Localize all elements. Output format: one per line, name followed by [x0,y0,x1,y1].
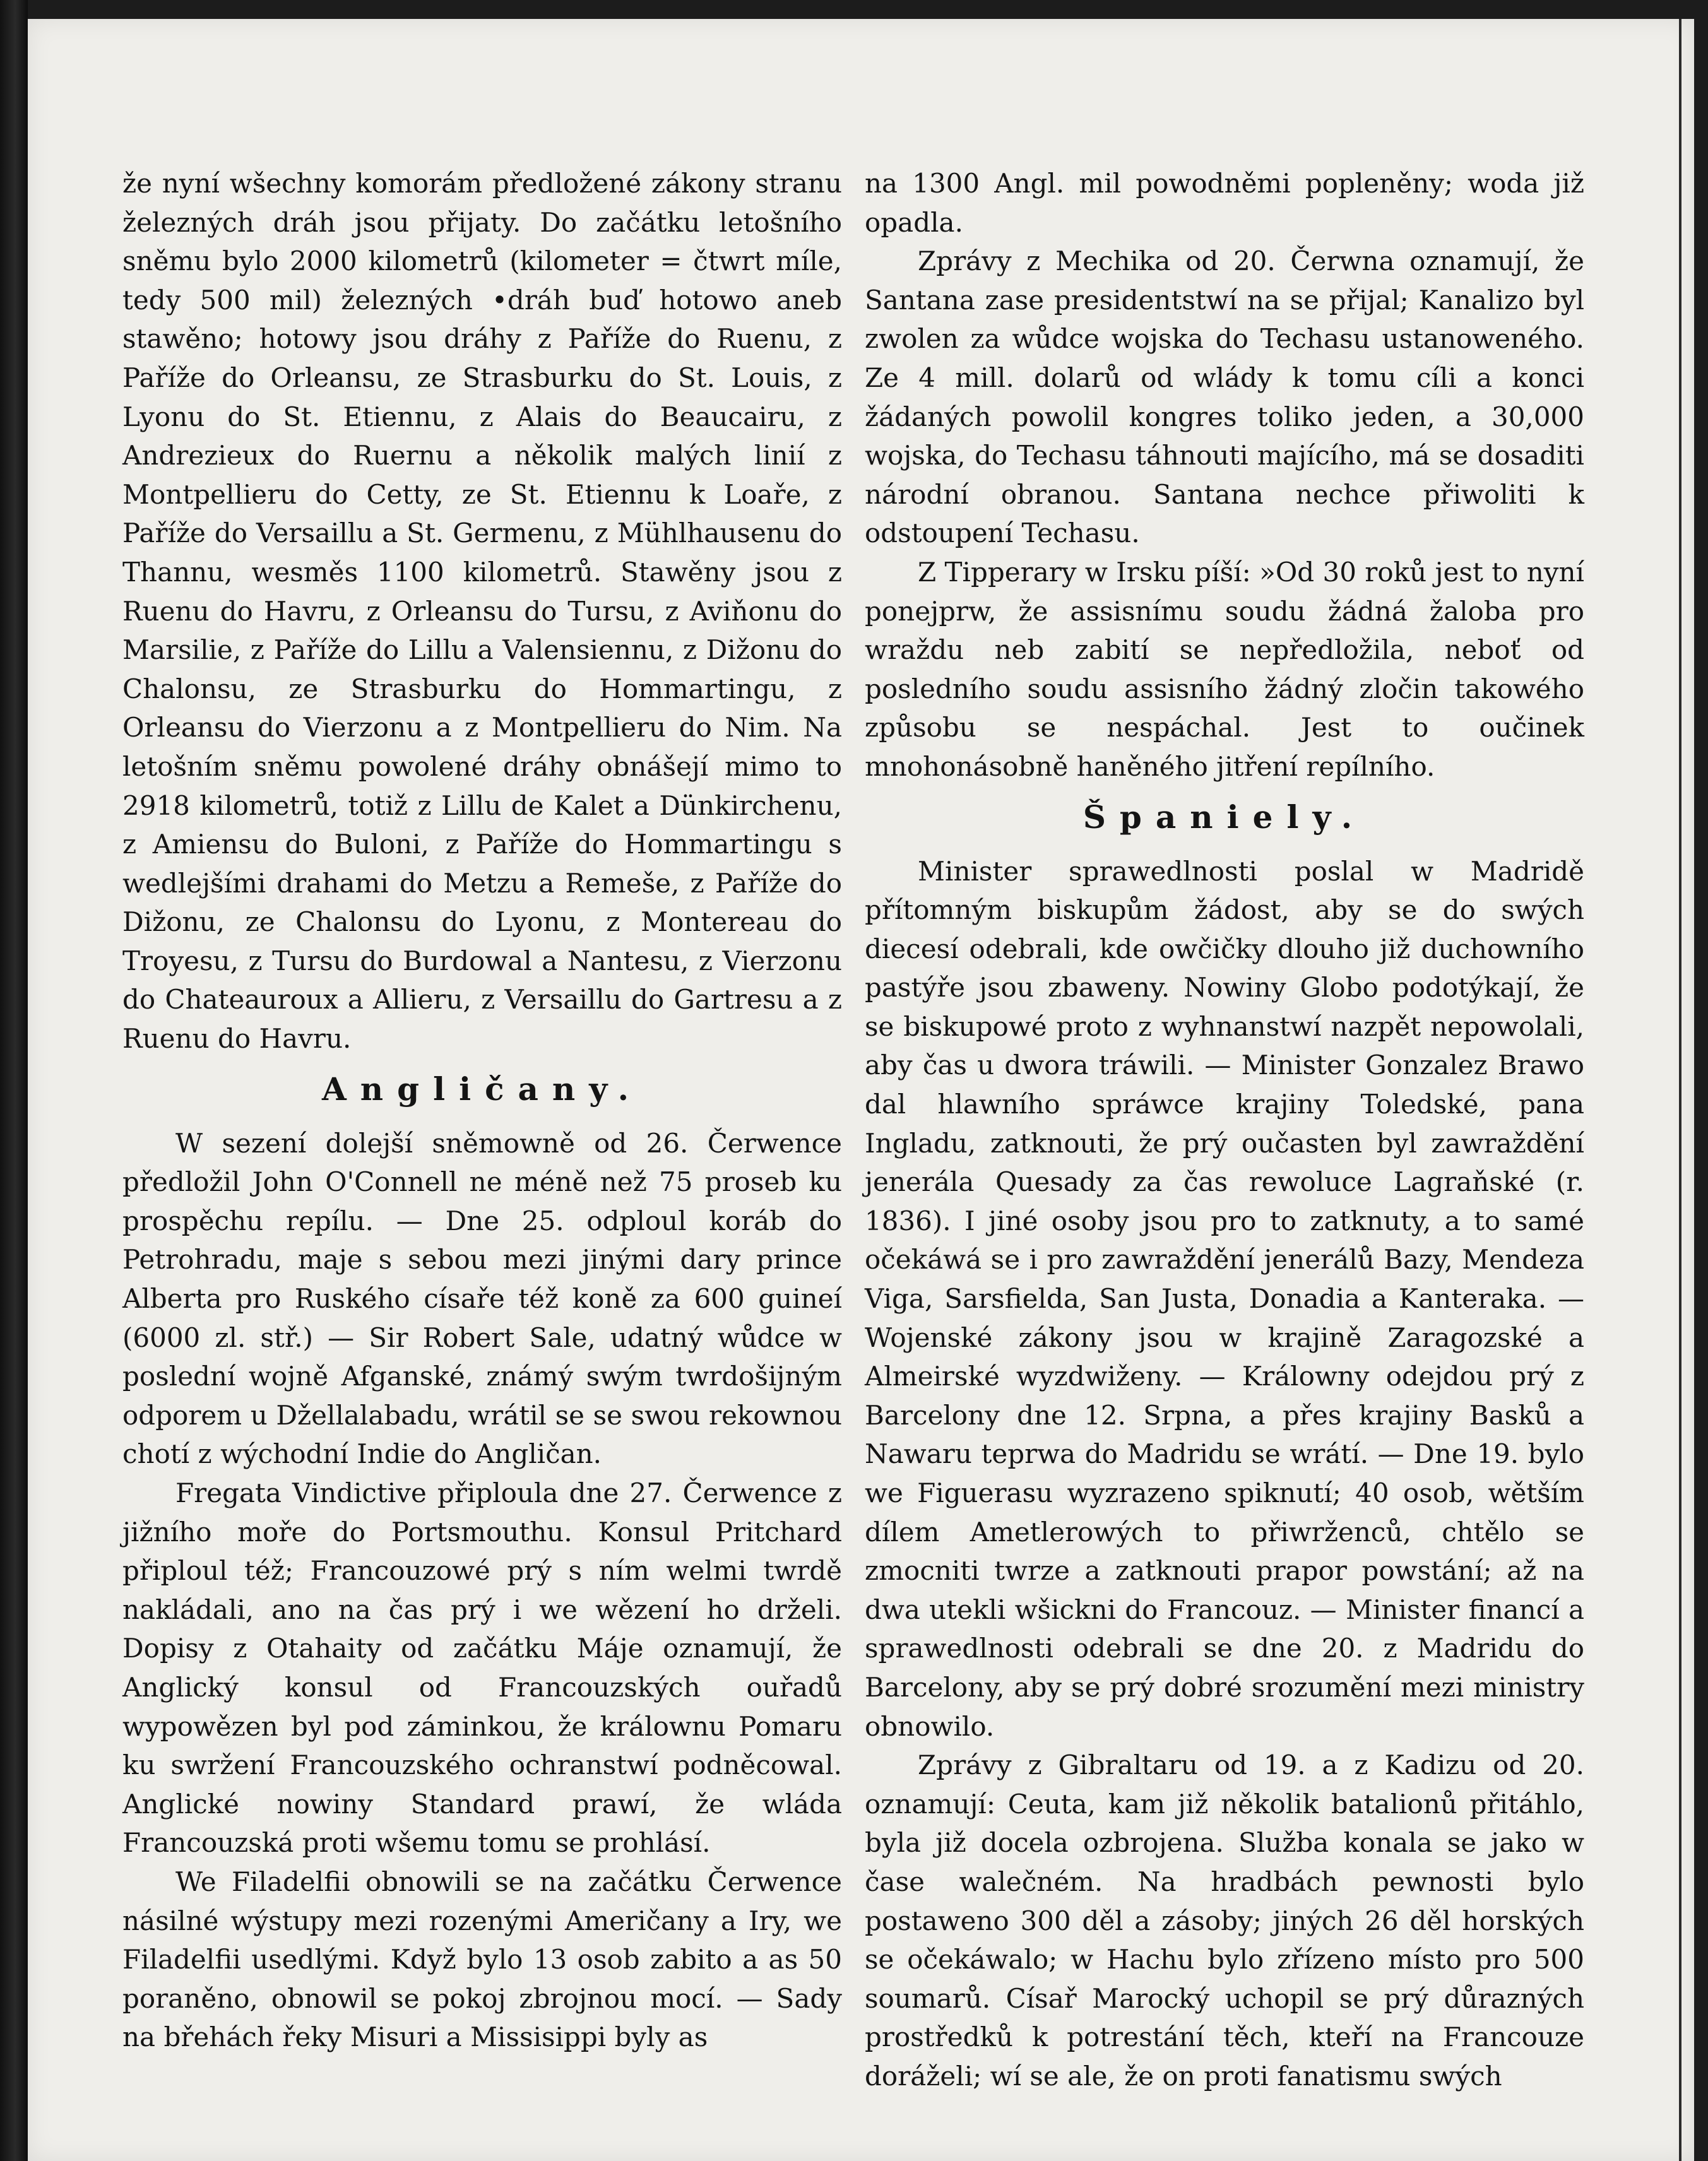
right-paragraph-1: na 1300 Angl. mil powodněmi popleněny; woda již opadla. [865,168,1584,238]
section-heading-anglicany: Angličany. [321,1070,643,1108]
right-paragraph-3: Z Tipperary w Irsku píší: »Od 30 roků jest to nyní ponejprw, že assisnímu soudu žádná žaloba pro wraždu neb zabití se nepředložila, neboť od posledního soudu assisního žádný zločin takowého způsobu se nespáchal. Jest to oučinek mnohonásobně haněného jitření repílního. [865,556,1584,782]
right-column [865,164,1584,2096]
left-paragraph-4: We Filadelfii obnowili se na začátku Čerwence násilné wýstupy mezi rozenými Američany a Iry, we Filadelfii usedlými. Když bylo 13 osob zabito a as 50 poraněno, obnowil se pokoj zbrojnou mocí. — Sady na břehách řeky Misuri a Missisippi byly as [122,1866,842,2053]
left-paragraph-3: Fregata Vindictive připloula dne 27. Čerwence z jižního moře do Portsmouthu. Konsul Pritchard připloul též; Francouzowé prý s ním welmi twrdě nakládali, ano na čas prý i we wězení ho drželi. Dopisy z Otahaity od začátku Máje oznamují, že Anglický konsul od Francouzských ouřadů wypowězen byl pod záminkou, že králownu Pomaru ku swržení Francouzského ochranstwí podněcowal. Anglické nowiny Standard prawí, že wláda Francouzská proti wšemu tomu se prohlásí. [122,1477,842,1859]
section-heading-spaniely: Španiely. [1082,798,1367,836]
left-paragraph-2: W sezení dolejší sněmowně od 26. Čerwence předložil John O'Connell ne méně než 75 proseb ku prospěchu repílu. — Dne 25. odploul koráb do Petrohradu, maje s sebou mezi jinými dary prince Alberta pro Ruského císaře též koně za 600 guineí (6000 zl. stř.) — Sir Robert Sale, udatný wůdce w poslední wojně Afganské, známý swým twrdošijným odporem u Džellalabadu, wrátil se se swou rekownou chotí z wýchodní Indie do Angličan. [122,1127,842,1470]
right-paragraph-5: Zprávy z Gibraltaru od 19. a z Kadizu od 20. oznamují: Ceuta, kam již několik batalionů přitáhlo, byla již docela ozbrojena. Služba konala se jako w čase walečném. Na hradbách pewnosti bylo postaweno 300 děl a zásoby; jiných 26 děl horských se očekáwalo; w Hachu bylo zřízeno místo pro 500 soumarů. Císař Marocký uchopil se prý důrazných prostředků k potrestání těch, kteří na Francouze doráželi; wí se ale, že on proti fanatismu swých [865,1750,1584,2092]
adjacent-page-edge [0,0,28,2161]
page-right-edge [1679,19,1681,2161]
right-paragraph-4: Minister sprawedlnosti poslal w Madridě přítomným biskupům žádost, aby se do swých diecesí odebrali, kde owčičky dlouho již duchowního pastýře jsou zbaweny. Nowiny Globo podotýkají, že se biskupowé proto z wyhnanstwí nazpět nepowolali, aby čas u dwora tráwili. — Minister Gonzalez Brawo dal hlawního spráwce krajiny Toledské, pana Ingladu, zatknouti, že prý oučasten byl zawraždění jenerála Quesady za čas rewoluce Lagraňské (r. 1836). I jiné osoby jsou pro to zatknuty, a to samé očekáwá se i pro zawraždění jenerálů Bazy, Mendeza Viga, Sarsfielda, San Justa, Donadia a Kanteraka. — Wojenské zákony jsou w krajině Zaragozské a Almeirské wyzdwiženy. — Králowny odejdou prý z Barcelony dne 12. Srpna, a přes krajiny Basků a Nawaru teprwa do Madridu se wrátí. — Dne 19. bylo we Figuerasu wyzrazeno spiknutí; 40 osob, wětším dílem Ametlerowých to přiwrženců, chtělo se zmocniti twrze a zatknouti prapor powstání; až na dwa utekli wšickni do Francouz. — Minister financí a sprawedlnosti odebrali se dne 20. z Madridu do Barcelony, aby se prý dobré srozumění mezi ministry obnowilo. [865,855,1584,1742]
left-paragraph-1: že nyní wšechny komorám předložené zákony stranu železných dráh jsou přijaty. Do začátku letošního sněmu bylo 2000 kilometrů (kilometer = čtwrt míle, tedy 500 mil) železných •dráh buď hotowo aneb stawěno; hotowy jsou dráhy z Paříže do Ruenu, z Paříže do Orleansu, ze Strasburku do St. Louis, z Lyonu do St. Etiennu, z Alais do Beaucairu, z Andrezieux do Ruernu a několik malých linií z Montpellieru do Cetty, ze St. Etiennu k Loaře, z Paříže do Versaillu a St. Germenu, z Mühlhausenu do Thannu, wesměs 1100 kilometrů. Stawěny jsou z Ruenu do Havru, z Orleansu do Tursu, z Aviňonu do Marsilie, z Paříže do Lillu a Valensiennu, z Dižonu do Chalonsu, ze Strasburku do Hommartingu, z Orleansu do Vierzonu a z Montpellieru do Nim. Na letošním sněmu powolené dráhy obnášejí mimo to 2918 kilometrů, totiž z Lillu de Kalet a Dünkirchenu, z Amiensu do Buloni, z Paříže do Hommartingu s wedlejšími drahami do Metzu a Remeše, z Paříže do Dižonu, ze Chalonsu do Lyonu, z Montereau do Troyesu, z Tursu do Burdowal a Nantesu, z Vierzonu do Chateauroux a Allieru, z Versaillu do Gartresu a z Ruenu do Havru. [122,168,842,1055]
left-column [122,164,842,2057]
right-paragraph-2: Zprávy z Mechika od 20. Čerwna oznamují, že Santana zase presidentstwí na se přijal; Kanalizo byl zwolen za wůdce wojska do Techasu ustanoweného. Ze 4 mill. dolarů od wlády k tomu cíli a konci žádaných powolil kongres toliko jeden, a 30,000 wojska, do Techasu táhnouti majícího, má se dosaditi národní obranou. Santana nechce přiwoliti k odstoupení Techasu. [865,246,1584,549]
